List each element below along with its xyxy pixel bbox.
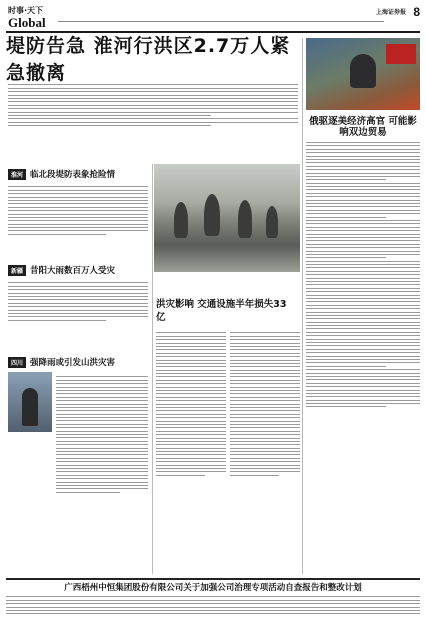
section-header-3 (8, 356, 115, 368)
ad-rule (6, 578, 420, 580)
rain-photo (8, 372, 52, 432)
ad-title: 广西梧州中恒集团股份有限公司关于加强公司治理专项活动自查报告和整改计划 (64, 583, 362, 593)
section-header-2 (8, 264, 115, 276)
right-text-lines (306, 142, 420, 407)
lead-article (8, 82, 298, 128)
page-number: 8 (413, 5, 420, 19)
section-name-en: Global (8, 15, 46, 30)
section-1-text (8, 184, 148, 237)
feature-headline: 洪灾影响 交通设施半年损失33亿 (156, 299, 287, 323)
section-logo (8, 6, 52, 30)
section-tag-2: 新疆 (8, 265, 26, 276)
right-headline: 俄驱逐美经济高官 可能影响双边贸易 (309, 116, 417, 138)
section-name-cn: 时事·天下 (8, 6, 44, 15)
masthead (6, 3, 420, 33)
masthead-rule (58, 21, 384, 22)
section-header-1 (8, 168, 115, 180)
section-title-2: 昔阳大雨数百万人受灾 (30, 266, 116, 276)
feature-text-col-1 (156, 330, 226, 478)
paper-name: 上海证券报 (375, 9, 406, 16)
main-headline (6, 35, 299, 84)
flag-shape (386, 44, 416, 64)
column-rule-2 (302, 38, 303, 574)
flood-photo (154, 164, 300, 272)
feature-text-col-2 (230, 330, 300, 478)
section-tag-3: 四川 (8, 357, 26, 368)
section-title-3: 强降雨或引发山洪灾害 (30, 358, 116, 368)
column-rule-1 (152, 164, 153, 574)
section-2-text (8, 280, 148, 323)
section-3-text (56, 374, 148, 495)
lead-text-lines (8, 84, 298, 126)
section-tag-1: 淮河 (8, 169, 26, 180)
right-column (306, 38, 420, 410)
person-figure (350, 54, 376, 88)
main-headline-text: 堤防告急 淮河行洪区2.7万人紧急撤离 (6, 35, 291, 84)
section-title-1: 临北段堤防表象抢险情 (30, 170, 116, 180)
news-photo-top (306, 38, 420, 110)
ad-body (6, 594, 420, 617)
